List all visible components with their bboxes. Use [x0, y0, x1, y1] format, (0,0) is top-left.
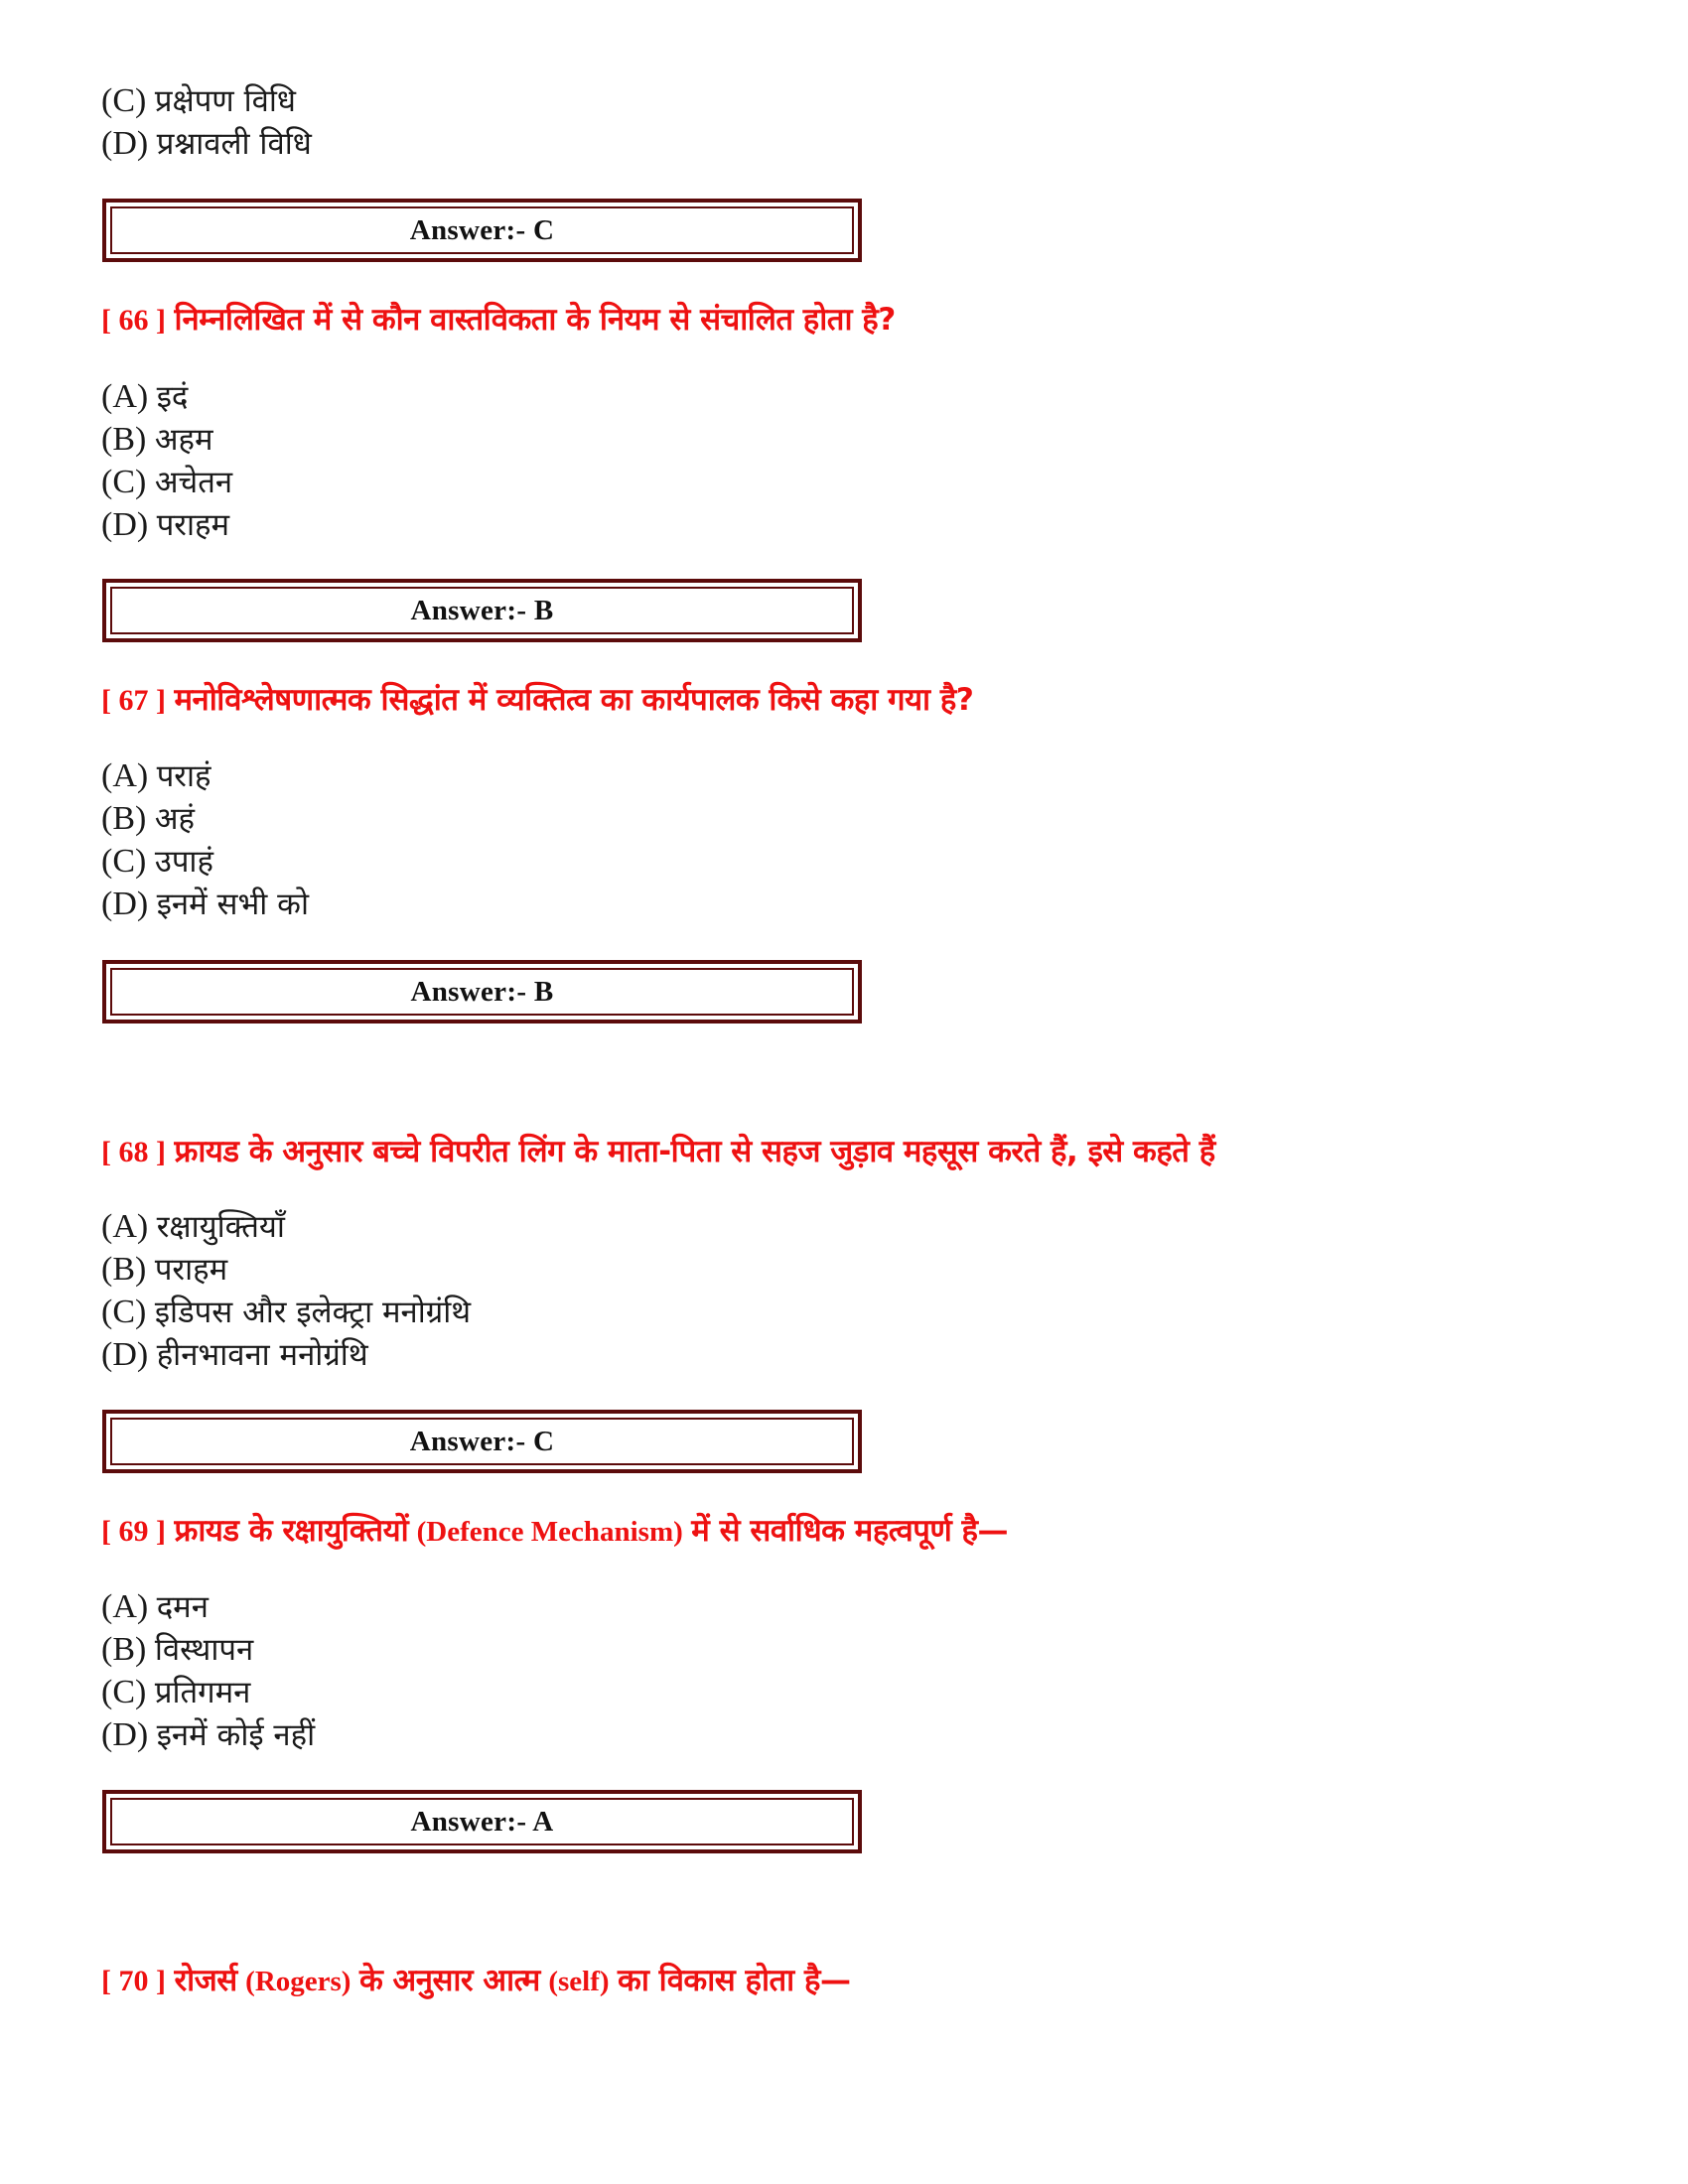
option-text: पराहम [154, 1252, 228, 1288]
option-label: (C) [101, 843, 147, 880]
option-text: पराहं [156, 758, 211, 794]
option-label: (A) [101, 378, 149, 415]
question-text: के अनुसार आत्म [358, 1963, 540, 1998]
answer-text: Answer:- C [409, 213, 555, 246]
option-c [101, 81, 296, 121]
option-b [101, 1250, 227, 1290]
option-label: (D) [101, 1716, 149, 1753]
option-label: (B) [101, 1251, 147, 1288]
option-label: (B) [101, 800, 147, 837]
question-text-english: (Rogers) [245, 1966, 352, 1997]
option-label: (C) [101, 1294, 147, 1330]
question-text-english: (self) [548, 1966, 610, 1997]
option-text: पराहम [156, 507, 230, 543]
option-text: इडिपस और इलेक्ट्रा मनोग्रंथि [154, 1295, 472, 1330]
question-67-heading [101, 678, 973, 723]
question-text-english: (Defence Mechanism) [416, 1516, 683, 1548]
option-label: (D) [101, 125, 149, 162]
question-66-heading [101, 298, 896, 342]
answer-text: Answer:- B [410, 975, 554, 1008]
question-number: [ 67 ] [101, 684, 166, 717]
option-b [101, 1630, 253, 1670]
option-d [101, 124, 312, 164]
option-a [101, 756, 211, 796]
answer-box [102, 1790, 862, 1853]
option-text: प्रक्षेपण विधि [154, 83, 296, 119]
answer-box [102, 960, 862, 1024]
option-label: (A) [101, 1588, 149, 1625]
option-label: (C) [101, 82, 147, 119]
option-label: (C) [101, 464, 147, 500]
option-c [101, 842, 213, 882]
question-text: रोजर्स [174, 1963, 237, 1998]
option-label: (C) [101, 1674, 147, 1710]
answer-box [102, 579, 862, 642]
question-text: निम्नलिखित में से कौन वास्तविकता के नियम से संचालित होता है? [174, 302, 896, 338]
option-text: अहं [154, 801, 195, 837]
answer-text: Answer:- C [409, 1425, 555, 1457]
option-d [101, 1715, 315, 1755]
answer-text: Answer:- A [410, 1805, 554, 1838]
option-d [101, 885, 309, 924]
option-text: अचेतन [154, 465, 233, 500]
option-text: उपाहं [154, 844, 213, 880]
option-label: (A) [101, 757, 149, 794]
question-69-heading [101, 1509, 1008, 1554]
option-text: अहम [154, 422, 213, 458]
option-b [101, 799, 195, 839]
option-text: प्रश्नावली विधि [156, 126, 312, 162]
answer-box [102, 1410, 862, 1473]
option-text: इनमें कोई नहीं [156, 1717, 316, 1753]
question-text: में से सर्वाधिक महत्वपूर्ण है— [691, 1513, 1008, 1549]
question-number: [ 68 ] [101, 1136, 166, 1168]
question-text: का विकास होता है— [618, 1963, 851, 1998]
option-text: दमन [156, 1589, 209, 1625]
option-label: (D) [101, 886, 149, 922]
question-text: मनोविश्लेषणात्मक सिद्धांत में व्यक्तित्व का कार्यपालक किसे कहा गया है? [174, 682, 974, 718]
option-text: हीनभावना मनोग्रंथि [156, 1337, 368, 1373]
option-c [101, 1293, 471, 1332]
question-68-heading [101, 1130, 1215, 1174]
option-label: (B) [101, 1631, 147, 1668]
option-text: प्रतिगमन [154, 1675, 251, 1710]
option-b [101, 420, 213, 460]
option-a [101, 1587, 209, 1627]
option-c [101, 463, 232, 502]
option-d [101, 505, 229, 545]
option-a [101, 1207, 285, 1247]
question-number: [ 66 ] [101, 304, 166, 337]
question-text: फ्रायड के अनुसार बच्चे विपरीत लिंग के माता-पिता से सहज जुड़ाव महसूस करते हैं, इसे कहते हैं [174, 1134, 1215, 1169]
option-text: रक्षायुक्तियाँ [156, 1209, 285, 1245]
question-number: [ 70 ] [101, 1965, 166, 1997]
question-70-heading [101, 1959, 850, 2003]
option-label: (D) [101, 1336, 149, 1373]
option-c [101, 1673, 250, 1712]
question-number: [ 69 ] [101, 1515, 166, 1548]
option-label: (A) [101, 1208, 149, 1245]
answer-text: Answer:- B [410, 594, 554, 626]
answer-box [102, 199, 862, 262]
option-text: विस्थापन [154, 1632, 254, 1668]
option-text: इनमें सभी को [156, 887, 309, 922]
option-text: इदं [156, 379, 189, 415]
option-d [101, 1335, 368, 1375]
option-label: (B) [101, 421, 147, 458]
question-text: फ्रायड के रक्षायुक्तियों [174, 1513, 409, 1549]
option-label: (D) [101, 506, 149, 543]
option-a [101, 377, 188, 417]
